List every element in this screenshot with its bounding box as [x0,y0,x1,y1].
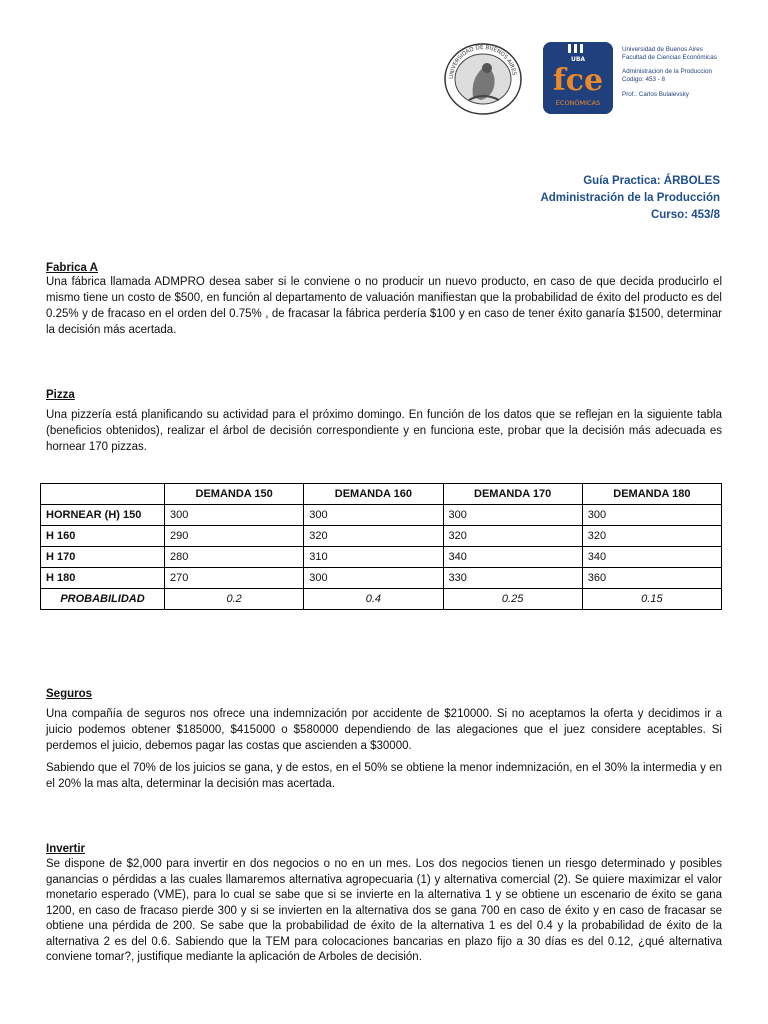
logo-fce-text: fce [552,63,604,98]
table-cell: 320 [582,526,721,547]
table-row [41,505,722,526]
table-cell: 300 [304,568,443,589]
logo-economicas-text: ECONÓMICAS [555,99,601,107]
table-cell: 300 [582,505,721,526]
probability-cell: 0.2 [165,589,304,610]
title-curso: Curso: 453/8 [650,209,720,221]
section-pizza [46,389,722,455]
section-text: Una fábrica llamada ADMPRO desea saber si le conviene o no producir un nuevo producto, en caso de que decida producirlo el mismo tiene un costo de $500, en función al departamento de valuación manifiestan que la probabilidad de éxito del producto es del 0.25% y de fracaso en el orden del 0.75% , de fracasar la fábrica perdería $100 y en caso de tener éxito ganaría $1500, determinar la decisión más acertada. [46,276,722,336]
probability-cell: 0.4 [304,589,443,610]
header-course: Administracion de la Produccion [622,68,712,75]
section-heading: Pizza [46,389,75,401]
section-heading: Invertir [46,843,85,855]
table-header-cell: DEMANDA 150 [165,484,304,505]
header-faculty: Facultad de Ciencias Económicas [622,54,717,61]
title-subject: Administración de la Producción [540,192,720,204]
logo-uba-text: UBA [570,56,586,63]
table-header-cell: DEMANDA 170 [443,484,582,505]
probability-row [41,589,722,610]
header-info [622,46,717,99]
table-cell: 300 [443,505,582,526]
table-cell: 310 [304,547,443,568]
header-university: Universidad de Buenos Aires [622,46,703,53]
section-text-2: Sabiendo que el 70% de los juicios se gana, y de estos, en el 50% se obtiene la menor indemnización, en el 30% la intermedia y en el 20% la mas alta, determinar la decisión mas acertada. [46,762,722,790]
section-invertir [46,843,722,966]
table-header-cell: DEMANDA 180 [582,484,721,505]
table-row [41,526,722,547]
table-cell: 360 [582,568,721,589]
table-cell: 290 [165,526,304,547]
header-code: Codigo: 453 - 8 [622,76,666,83]
table-cell: 300 [165,505,304,526]
section-heading: Fabrica A [46,262,98,274]
table-cell: 320 [443,526,582,547]
row-label: H 180 [41,568,165,589]
section-seguros [46,688,722,792]
section-heading: Seguros [46,688,93,700]
table-cell: 330 [443,568,582,589]
table-header-row [41,484,722,505]
pizza-table [40,483,722,610]
table-cell: 320 [304,526,443,547]
title-block [540,173,720,224]
section-text: Se dispone de $2,000 para invertir en dos negocios o no en un mes. Los dos negocios tienen un riesgo determinado y posibles ganancias o pérdidas a las cuales llamaremos alternativa agropecuaria (1) y alternativa comercial (2). Se quiere maximizar el valor monetario esperado (VME), para lo cual se sabe que si se invierte en la alternativa 1 y se obtiene un escenario de éxito se gana 1200, en caso de fracaso pierde 300 y si se invierten en la alternativa dos se gana 700 en caso de éxito y en caso de fracasar se obtiene una pérdida de 200. Se sabe que la probabilidad de éxito de la alternativa 1 es del 0.4 y la probabilidad de éxito de la alternativa 2 es del 0.6. Sabiendo que la TEM para colocaciones bancarias en plazo fijo a 30 días es del 0.12, ¿qué alternativa conviene tomar?, justifique mediante la aplicación de Arboles de decisión. [46,858,722,963]
probability-cell: 0.15 [582,589,721,610]
row-label: HORNEAR (H) 150 [41,505,165,526]
table-header-cell [41,484,165,505]
table-cell: 340 [443,547,582,568]
title-guia: Guía Practica: ÁRBOLES [583,175,720,187]
table-cell: 340 [582,547,721,568]
header-professor: Prof.: Carlos Bulalevsky [622,91,689,98]
section-fabrica [46,262,722,338]
section-text: Una compañía de seguros nos ofrece una indemnización por accidente de $210000. Si no aceptamos la oferta y decidimos ir a juicio podemos obtener $185000, $415000 o $580000 dependiendo de las alegaciones que el juez considere aceptables. Si perdemos el juicio, debemos pagar las costas que ascienden a $30000. [46,708,722,752]
fce-logo [543,42,613,114]
table-cell: 300 [304,505,443,526]
table-cell: 270 [165,568,304,589]
table-row [41,568,722,589]
row-label: H 170 [41,547,165,568]
table-header-cell: DEMANDA 160 [304,484,443,505]
row-label: H 160 [41,526,165,547]
seal-text: UNIVERSIDAD DE BUENOS AIRES [448,44,517,80]
table-row [41,547,722,568]
probability-label: PROBABILIDAD [41,589,165,610]
table-cell: 280 [165,547,304,568]
section-text: Una pizzería está planificando su actividad para el próximo domingo. En función de los datos que se reflejan en la siguiente tabla (beneficios obtenidos), realizar el árbol de decisión correspondiente y en funciona este, probar que la decisión más adecuada es hornear 170 pizzas. [46,409,722,453]
university-seal-icon [443,42,523,116]
probability-cell: 0.25 [443,589,582,610]
